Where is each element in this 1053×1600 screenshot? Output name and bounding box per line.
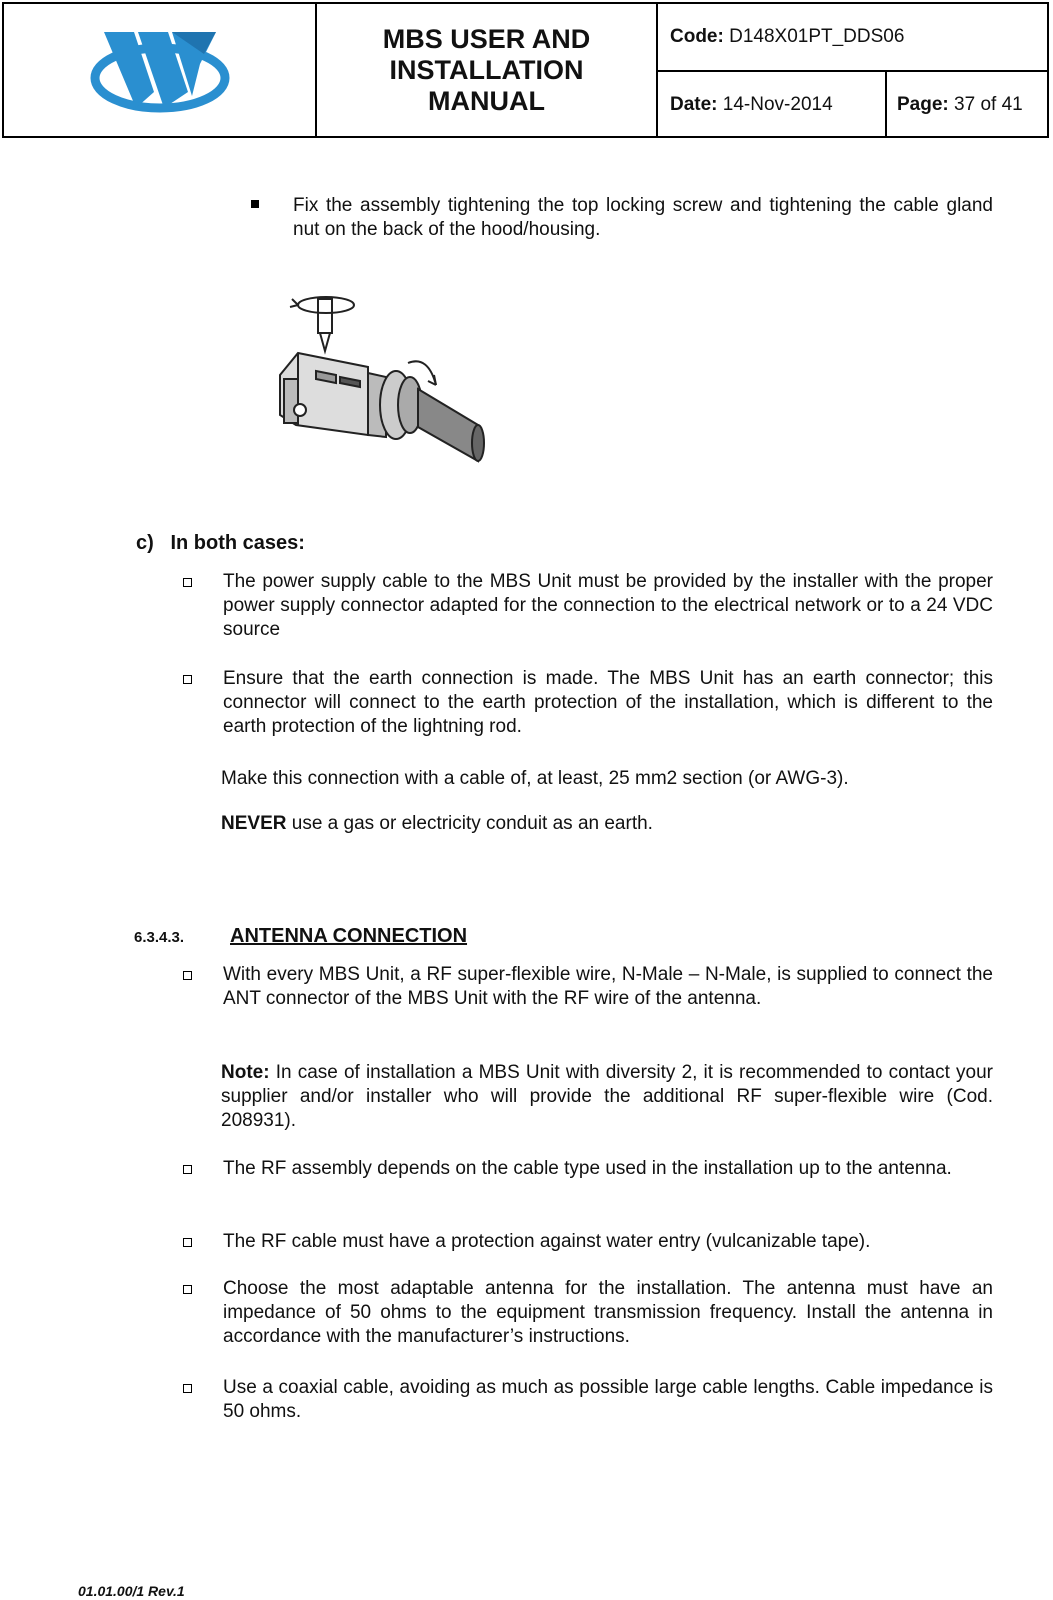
page-cell [887,72,1047,136]
never-rest-text: use a gas or electricity conduit as an earth. [286,813,653,834]
checkbox-bullet-icon [183,1285,192,1294]
section-c-prefix: c) [136,532,154,554]
checkbox-bullet-icon [183,1165,192,1174]
company-logo-icon [4,4,317,136]
page-label: Page: [897,94,949,115]
section-c-heading [136,532,305,555]
section-number: 6.3.4.3. [134,929,185,946]
code-value: D148X01PT_DDS06 [729,26,905,47]
checkbox-bullet-icon [183,1384,192,1393]
connector-assembly-illustration [268,285,493,475]
date-value: 14-Nov-2014 [722,94,833,115]
antenna-item-4: Choose the most adaptable antenna for the installation. The antenna must have an impedance of 50 ohms to the equipment transmission frequency. Install the antenna in accordance with the manufacturer’s instructions. [223,1278,993,1347]
antenna-item-5: Use a coaxial cable, avoiding as much as possible large cable lengths. Cable impedance is 50 ohms. [223,1377,993,1422]
checkbox-bullet-icon [183,578,192,587]
antenna-item-1: With every MBS Unit, a RF super-flexible wire, N-Male – N-Male, is supplied to connect the ANT connector of the MBS Unit with the RF wire of the antenna. [223,964,993,1009]
section-c-never-para [221,812,993,836]
document-header [2,2,1049,138]
title-line-1: MBS USER AND [382,23,591,54]
antenna-item-3: The RF cable must have a protection against water entry (vulcanizable tape). [223,1231,871,1252]
date-label: Date: [670,94,718,115]
code-cell [658,4,1047,72]
code-label: Code: [670,26,724,47]
logo-cell [4,4,317,136]
date-cell [658,72,887,136]
section-c-item-2: Ensure that the earth connection is made. The MBS Unit has an earth connector; this connector will connect to the earth protection of the installation, which is different to the earth protection of the lightning rod. [223,668,993,737]
antenna-note [221,1061,993,1133]
square-bullet-icon [251,200,259,208]
intro-bullet-text: Fix the assembly tightening the top locking screw and tightening the cable gland nut on the back of the hood/housing. [293,195,993,240]
section-c-item-1: The power supply cable to the MBS Unit must be provided by the installer with the proper power supply connector adapted for the connection to the electrical network or to a 24 VDC source [223,571,993,640]
note-text: In case of installation a MBS Unit with diversity 2, it is recommended to contact your supplier and/or installer who will provide the additional RF super-flexible wire (Cod. 208931). [221,1062,993,1131]
checkbox-bullet-icon [183,675,192,684]
section-title: ANTENNA CONNECTION [230,925,468,947]
checkbox-bullet-icon [183,1238,192,1247]
document-footer: 01.01.00/1 Rev.1 [78,1583,185,1599]
antenna-item-2: The RF assembly depends on the cable type used in the installation up to the antenna. [223,1158,952,1179]
document-title [317,4,658,136]
never-emphasis: NEVER [221,813,287,834]
checkbox-bullet-icon [183,971,192,980]
section-c-title: In both cases: [170,532,305,554]
title-line-3: MANUAL [428,85,545,116]
page-value: 37 of 41 [954,94,1023,115]
section-c-para-1: Make this connection with a cable of, at least, 25 mm2 section (or AWG-3). [221,768,849,789]
note-label: Note: [221,1062,270,1083]
title-line-2: INSTALLATION [389,54,584,85]
